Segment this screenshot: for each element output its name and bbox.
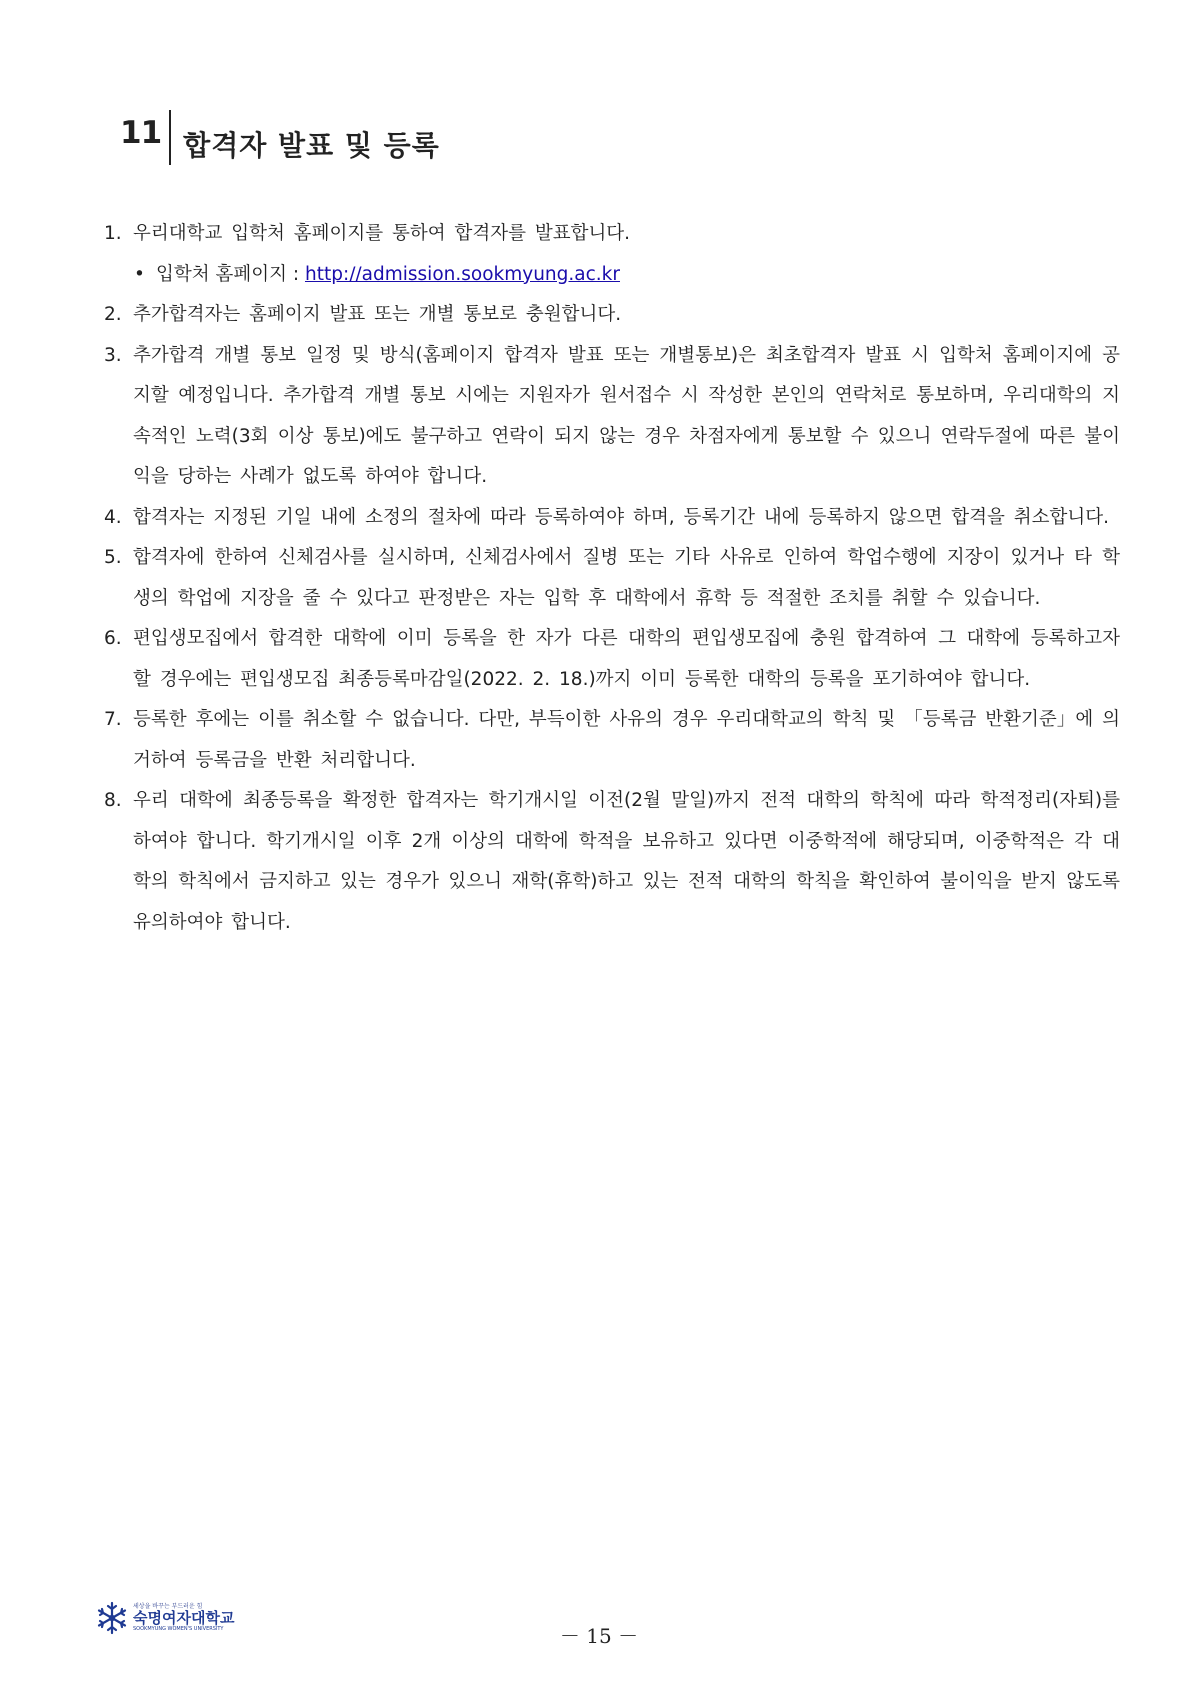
list-item — [104, 700, 1120, 781]
section-number: 11 — [120, 115, 162, 151]
item-number: 4. — [104, 506, 122, 528]
item-number: 6. — [104, 628, 122, 649]
item-text: 등록한 후에는 이를 취소할 수 없습니다. 다만, 부득이한 사유의 경우 우리대학교의 학칙 및 「등록금 반환기준」에 의거하여 등록금을 반환 처리합니다. — [133, 709, 1120, 771]
item-number: 8. — [104, 790, 122, 811]
notice-list — [104, 214, 1120, 943]
item-text: 합격자에 한하여 신체검사를 실시하며, 신체검사에서 질병 또는 기타 사유로 인하여 학업수행에 지장이 있거나 타 학생의 학업에 지장을 줄 수 있다고 판정받은 자는 입학 후 대학에서 휴학 등 적절한 조치를 취할 수 있습니다. — [133, 547, 1120, 609]
homepage-label: 입학처 홈페이지 : — [156, 263, 300, 285]
bullet-icon: • — [134, 263, 145, 285]
page-number: － 15 － — [559, 1624, 639, 1648]
list-item — [104, 498, 1120, 539]
list-item — [104, 295, 1120, 336]
logo-english: SOOKMYUNG WOMEN'S UNIVERSITY — [133, 1626, 224, 1632]
list-item — [104, 619, 1120, 700]
logo-slogan: 세상을 바꾸는 부드러운 힘 — [133, 1603, 203, 1610]
item-text: 추가합격자는 홈페이지 발표 또는 개별 통보로 충원합니다. — [133, 304, 622, 325]
list-item — [104, 336, 1120, 498]
list-item — [104, 214, 1120, 255]
item-text: 우리 대학에 최종등록을 확정한 합격자는 학기개시일 이전(2월 말일)까지 전적 대학의 학칙에 따라 학적정리(자퇴)를 하여야 합니다. 학기개시일 이후 2개 이상의 대학에 학적을 보유하고 있다면 이중학적에 해당되며, 이중학적은 각 대학의 학칙에서 금지하고 있는 경우가 있으니 재학(휴학)하고 있는 전적 대학의 학칙을 확인하여 불이익을 받지 않도록 유의하여야 합니다. — [133, 790, 1120, 933]
item-number: 5. — [104, 547, 122, 568]
item-number: 7. — [104, 709, 122, 730]
homepage-line — [104, 255, 1120, 296]
item-text: 편입생모집에서 합격한 대학에 이미 등록을 한 자가 다른 대학의 편입생모집에 충원 합격하여 그 대학에 등록하고자 할 경우에는 편입생모집 최종등록마감일(2022. 2. 18.)까지 이미 등록한 대학의 등록을 포기하여야 합니다. — [133, 628, 1120, 690]
list-item — [104, 781, 1120, 943]
heading-divider — [169, 110, 171, 165]
section-title: 합격자 발표 및 등록 — [183, 129, 440, 162]
item-text: 우리대학교 입학처 홈페이지를 통하여 합격자를 발표합니다. — [133, 223, 631, 244]
list-item — [104, 538, 1120, 619]
item-number: 1. — [104, 223, 122, 244]
homepage-link[interactable]: http://admission.sookmyung.ac.kr — [304, 263, 620, 285]
section-heading — [120, 110, 440, 166]
item-text: 합격자는 지정된 기일 내에 소정의 절차에 따라 등록하여야 하며, 등록기간 내에 등록하지 않으면 합격을 취소합니다. — [133, 506, 1110, 528]
item-number: 3. — [104, 344, 122, 366]
item-number: 2. — [104, 304, 122, 325]
item-text: 추가합격 개별 통보 일정 및 방식(홈페이지 합격자 발표 또는 개별통보)은 최초합격자 발표 시 입학처 홈페이지에 공지할 예정입니다. 추가합격 개별 통보 시에는 지원자가 원서접수 시 작성한 본인의 연락처로 통보하며, 우리대학의 지속적인 노력(3회 이상 통보)에도 불구하고 연락이 되지 않는 경우 차점자에게 통보할 수 있으니 연락두절에 따른 불이익을 당하는 사례가 없도록 하여야 합니다. — [133, 344, 1120, 487]
logo-name: 숙명여자대학교 — [133, 1609, 235, 1627]
